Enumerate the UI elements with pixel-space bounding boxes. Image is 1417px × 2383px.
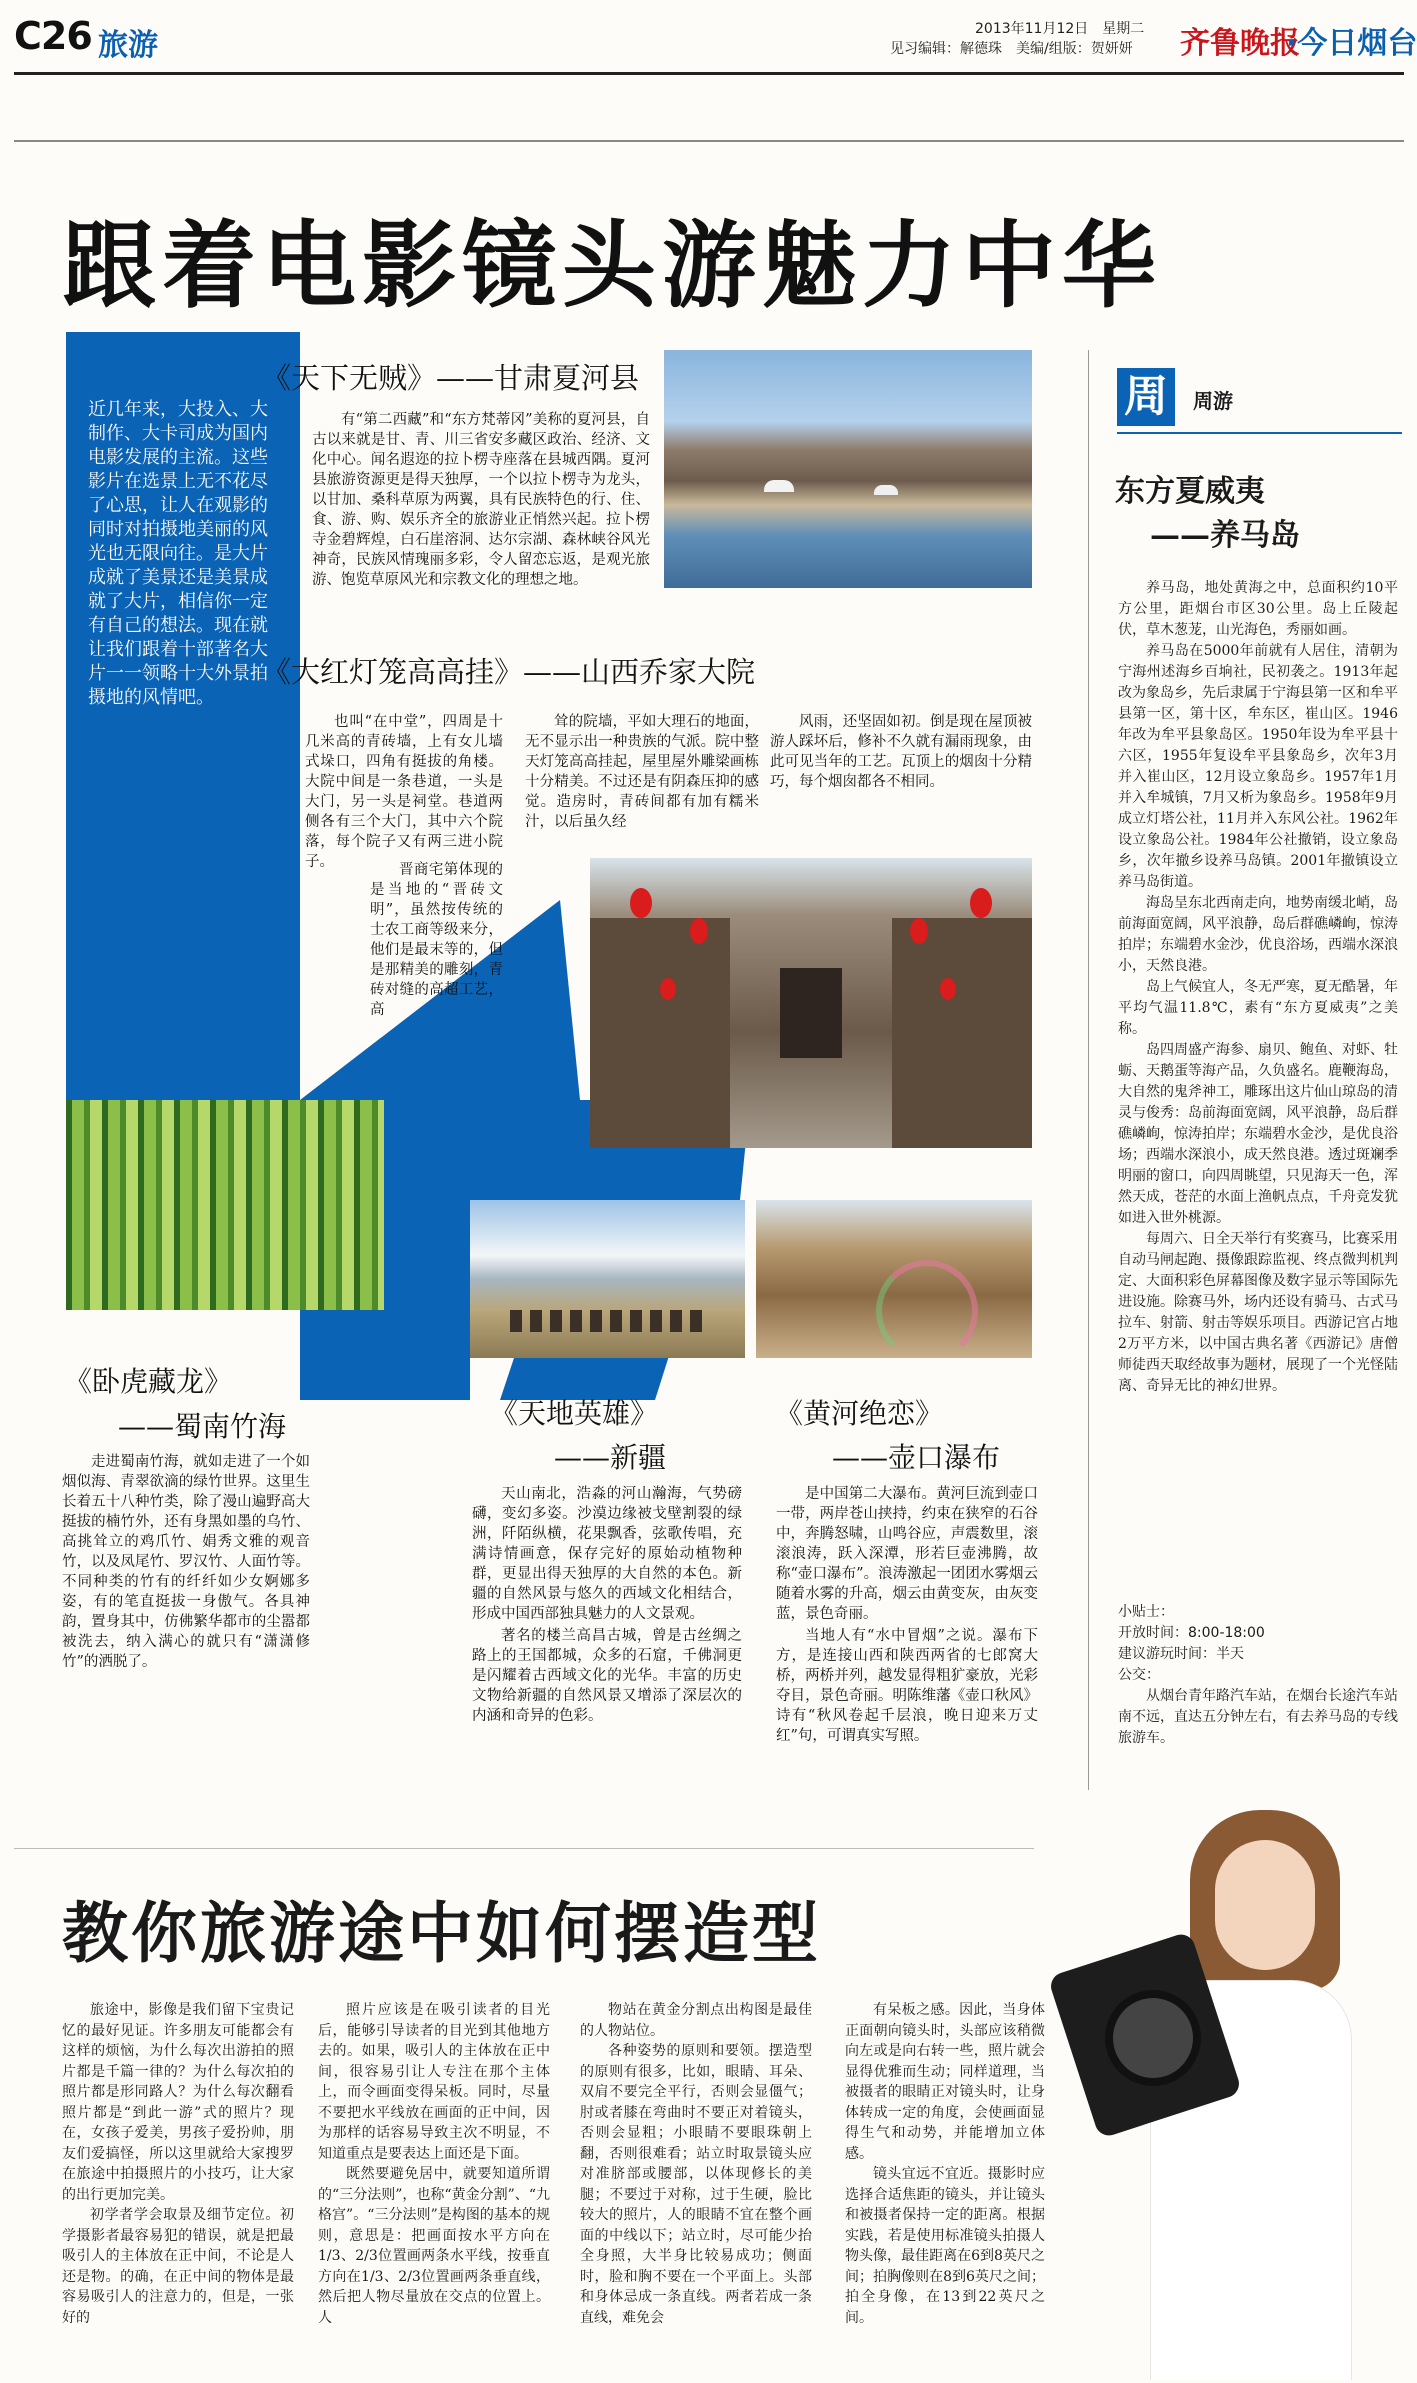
issue-date: 2013年11月12日 星期二 — [975, 21, 1145, 37]
xinjiang-photo — [470, 1200, 745, 1358]
tips-transit: 从烟台青年路汽车站，在烟台长途汽车站南不远，直达五分钟左右，有去养马岛的专线旅游车。 — [1118, 1688, 1398, 1746]
qiao-col1: 也叫“在中堂”，四周是十几米高的青砖墙，上有女儿墙式垛口，四角有挺拔的角楼。大院中间是一条巷道，一头是大门，另一头是祠堂。巷道两侧各有三个大门，其中六个院落，每个院子又有两三进小院子。 — [305, 714, 503, 870]
qiao-col2: 耸的院墙，平如大理石的地面，无不显示出一种贵族的气派。院中整天灯笼高高挂起，屋里屋外雕梁画栋十分精美。不过还是有阴森压抑的感觉。造房时，青砖间都有加有糯米汁，以后虽久经 — [525, 714, 759, 830]
xinjiang-subtitle: ——新疆 — [554, 1441, 667, 1474]
weekly-subtitle: ——养马岛 — [1150, 518, 1300, 553]
newspaper-logo: 齐鲁晚报 — [1180, 26, 1300, 61]
shunan-subtitle: ——蜀南竹海 — [118, 1410, 287, 1443]
section-rule — [14, 1848, 1034, 1849]
tips-heading: 小贴士： — [1118, 1604, 1174, 1620]
weekly-badge: 周 — [1117, 368, 1175, 426]
huanghe-subtitle: ——壶口瀑布 — [832, 1441, 1001, 1474]
shunan-title: 《卧虎藏龙》 — [64, 1365, 233, 1398]
weekly-body: 养马岛，地处黄海之中，总面积约10平方公里，距烟台市区30公里。岛上丘陵起伏，草木葱茏，山光海色，秀丽如画。 养马岛在5000年前就有人居住，清朝为宁海州述海乡百垧社，民初袭之。1913年起改为象岛乡，先后隶属于宁海县第一区和牟平县第一区，第十区，牟东区，崔山区。1946年改为牟平县象岛区。1950年设为牟平县十六区，1955年复设牟平县象岛乡，次年3月并入崔山区，12月设立象岛乡。1957年1月并入牟城镇，7月又析为象岛乡。1958年9月成立灯塔公社，11月并入东风公社。1962年设立象岛公社。1984年公社撤销，设立象岛乡，次年撤乡设养马岛镇。2001年撤镇设立养马岛街道。 海岛呈东北西南走向，地势南缓北峭，岛前海面宽阔，风平浪静，岛后群礁嶙峋，惊涛拍岸；东端碧水金沙，优良浴场，西端水深浪小，天然良港。 岛上气候宜人，冬无严寒，夏无酷暑，年平均气温11.8℃，素有“东方夏威夷”之美称。 岛四周盛产海参、扇贝、鲍鱼、对虾、牡蛎、天鹅蛋等海产品，久负盛名。鹿鞭海岛，大自然的鬼斧神工，雕琢出这片仙山琼岛的清灵与俊秀：岛前海面宽阔，风平浪静，岛后群礁嶙峋，惊涛拍岸；东端碧水金沙，是优良浴场；西端水深浪小，成天然良港。透过斑斓季明丽的窗口，向四周眺望，只见海天一色，浑然天成，苍茫的水面上渔帆点点，千舟竞发犹如进入世外桃源。 每周六、日全天举行有奖赛马，比赛采用自动马闸起跑、摄像跟踪监视、终点微判机判定、大面积彩色屏幕图像及数字显示等国际先进设施。除赛马外，场内还设有骑马、古式马拉车、射箭、射击等娱乐项目。西游记宫占地2万平方米，以中国古典名著《西游记》唐僧师徒西天取经故事为题材，展现了一个光怪陆离、奇异无比的神幻世界。 — [1118, 580, 1398, 1394]
qiao-title: 《大红灯笼高高挂》——山西乔家大院 — [262, 655, 756, 689]
tips-hours: 开放时间：8:00-18:00 — [1118, 1625, 1265, 1641]
pose-headline: 教你旅游途中如何摆造型 — [62, 1895, 821, 1972]
xiahe-photo — [664, 350, 1032, 588]
pose-col1: 旅途中，影像是我们留下宝贵记忆的最好见证。许多朋友可能都会有这样的烦恼，为什么每次出游拍的照片都是千篇一律的？为什么每次拍的照片都是形同路人？为什么每次翻看照片都是“到此一游”式的照片？现在，女孩子爱美，男孩子爱扮帅，朋友们爱搞怪，所以这里就给大家搜罗在旅途中拍摄照片的小技巧，让大家的出行更加完美。 初学者学会取景及细节定位。初学摄影者最容易犯的错误，就是把最吸引人的主体放在正中间，不论是人还是物。的确，在正中间的物体是最容易吸引人的注意力的，但是，一张好的 — [62, 2002, 294, 2326]
bamboo-photo — [66, 1100, 384, 1310]
pose-col4: 有呆板之感。因此，当身体正面朝向镜头时，头部应该稍微向左或是向右转一些，照片就会显得优雅而生动；同样道理，当被摄者的眼睛正对镜头时，让身体转成一定的角度，会使画面显得生气和动势，并能增加立体感。 镜头宜远不宜近。摄影时应选择合适焦距的镜头，并让镜头和被摄者保持一定的距离。根据实践，若是使用标准镜头拍摄人物头像，最佳距离在6到8英尺之间；拍胸像则在8到6英尺之间；拍全身像，在13到22英尺之间。 — [845, 2002, 1045, 2326]
main-headline: 跟着电影镜头游魅力中华 — [62, 212, 1163, 321]
editor-credits: 见习编辑：解德珠 美编/组版：贺妍妍 — [890, 41, 1133, 57]
shunan-body: 走进蜀南竹海，就如走进了一个如烟似海、青翠欲滴的绿竹世界。这里生长着五十八种竹类，除了漫山遍野高大挺拔的楠竹外，还有身黑如墨的乌竹、高挑耸立的鸡爪竹、娟秀文雅的观音竹，以及凤尾竹、罗汉竹、人面竹等。不同种类的竹有的纤纤如少女婀娜多姿，有的笔直挺拔一身傲气。各具神韵，置身其中，仿佛繁华都市的尘嚣都被洗去，纳入满心的就只有“潇潇修竹”的洒脱了。 — [62, 1454, 310, 1670]
weekly-tips — [1118, 1602, 1398, 1749]
qiao-col1b: 晋商宅第体现的是当地的“晋砖文明”，虽然按传统的士农工商等级来分，他们是最末等的，但是那精美的雕刻，青砖对缝的高超工艺，高 — [370, 862, 503, 1018]
qiao-col3: 风雨，还坚固如初。倒是现在屋顶被游人踩坏后，修补不久就有漏雨现象，由此可见当年的工艺。瓦顶上的烟囱十分精巧，每个烟囱都各不相同。 — [770, 714, 1032, 790]
pose-col3: 物站在黄金分割点出构图是最佳的人物站位。 各种姿势的原则和要领。摆造型的原则有很多，比如，眼睛、耳朵、双肩不要完全平行，否则会显僵气；肘或者膝在弯曲时不要正对着镜头，否则会显粗；小眼睛不要眼珠朝上翻，否则很难看；站立时取景镜头应对准脐部或腰部，以体现修长的美腿；不要过于对称，过于生硬，脸比较大的照片，人的眼睛不宜在整个画面的中线以下；站立时，尽可能少抬全身照，大半身比较易成功；侧面时，脸和胸不要在一个平面上。头部和身体忌成一条直线。两者若成一条直线，难免会 — [580, 2002, 812, 2326]
pose-col2: 照片应该是在吸引读者的目光后，能够引导读者的目光到其他地方去的。如果，吸引人的主体放在正中间，很容易引让人专注在那个主体上，而令画面变得呆板。同时，尽量不要把水平线放在画面的正中间，因为那样的话容易导致主次不明显，不知道重点是要表达上面还是下面。 既然要避免居中，就要知道所谓的“三分法则”，也称“黄金分割”、“九格宫”。“三分法则”是构图的基本的规则，意思是：把画面按水平方向在1/3、2/3位置画两条水平线，按垂直方向在1/3、2/3位置画两条垂直线，然后把人物尽量放在交点的位置上。人 — [318, 2002, 550, 2326]
tips-transit-heading: 公交： — [1118, 1667, 1160, 1683]
newspaper-edition: ·今日烟台 — [1286, 26, 1417, 61]
weekly-label: 周游 — [1193, 389, 1233, 413]
weekly-rule — [1117, 432, 1402, 434]
huanghe-body: 是中国第二大瀑布。黄河巨流到壶口一带，两岸苍山挟持，约束在狭窄的石谷中，奔腾怒啸，山鸣谷应，声震数里，滚滚浪涛，跃入深潭，形若巨壶沸腾，故称“壶口瀑布”。浪涛激起一团团水雾烟云随着水雾的升高，烟云由黄变灰，由灰变蓝，景色奇丽。 当地人有“水中冒烟”之说。瀑布下方，是连接山西和陕西两省的七郎窝大桥，两桥并列，越发显得粗犷豪放，光彩夺目，景色奇丽。明陈维藩《壶口秋风》诗有“秋风卷起千层浪，晚日迎来万丈红”句，可谓真实写照。 — [776, 1486, 1038, 1744]
tips-duration: 建议游玩时间：半天 — [1118, 1646, 1244, 1662]
xiahe-body: 有“第二西藏”和“东方梵蒂冈”美称的夏河县，自古以来就是甘、青、川三省安多藏区政治、经济、文化中心。闻名遐迩的拉卜楞寺座落在县城西隅。夏河县旅游资源更是得天独厚，一个以拉卜楞寺为龙头，以甘加、桑科草原为两翼，具有民族特色的行、住、食、游、购、娱乐齐全的旅游业正悄然兴起。拉卜楞寺金碧辉煌，白石崖溶洞、达尔宗湖、森林峡谷风光神奇，民族风情瑰丽多彩，令人留恋忘返，是观光旅游、饱览草原风光和宗教文化的理想之地。 — [312, 412, 650, 588]
page-number: C26 — [14, 14, 92, 58]
huanghe-title: 《黄河绝恋》 — [775, 1397, 944, 1430]
weekly-title: 东方夏威夷 — [1115, 474, 1265, 509]
intro-text: 近几年来，大投入、大制作、大卡司成为国内电影发展的主流。这些影片在选景上无不花尽了心思，让人在观影的同时对拍摄地美丽的风光也无限向往。是大片成就了美景还是美景成就了大片，相信你一定有自己的想法。现在就让我们跟着十部著名大片一一领略十大外景拍摄地的风情吧。 — [88, 399, 268, 708]
xinjiang-title: 《天地英雄》 — [490, 1397, 659, 1430]
xinjiang-body: 天山南北，浩淼的河山瀚海，气势磅礴，变幻多姿。沙漠边缘被戈壁割裂的绿洲，阡陌纵横，花果飘香，弦歌传唱，充满诗情画意，保存完好的原始动植物种群，更显出得天独厚的大自然的本色。新疆的自然风景与悠久的西域文化相结合，形成中国西部独具魅力的人文景观。 著名的楼兰高昌古城，曾是古丝绸之路上的王国都城，众多的石窟，千佛洞更是闪耀着古西域文化的光华。丰富的历史文物给新疆的自然风景又增添了深层次的内涵和奇异的色彩。 — [472, 1486, 742, 1724]
qiao-photo — [590, 858, 1032, 1148]
column-divider — [1088, 350, 1089, 1790]
hukou-photo — [756, 1200, 1032, 1358]
xiahe-title: 《天下无贼》——甘肃夏河县 — [262, 361, 640, 395]
section-name: 旅游 — [98, 28, 158, 63]
camera-woman-photo — [1040, 1790, 1410, 2380]
